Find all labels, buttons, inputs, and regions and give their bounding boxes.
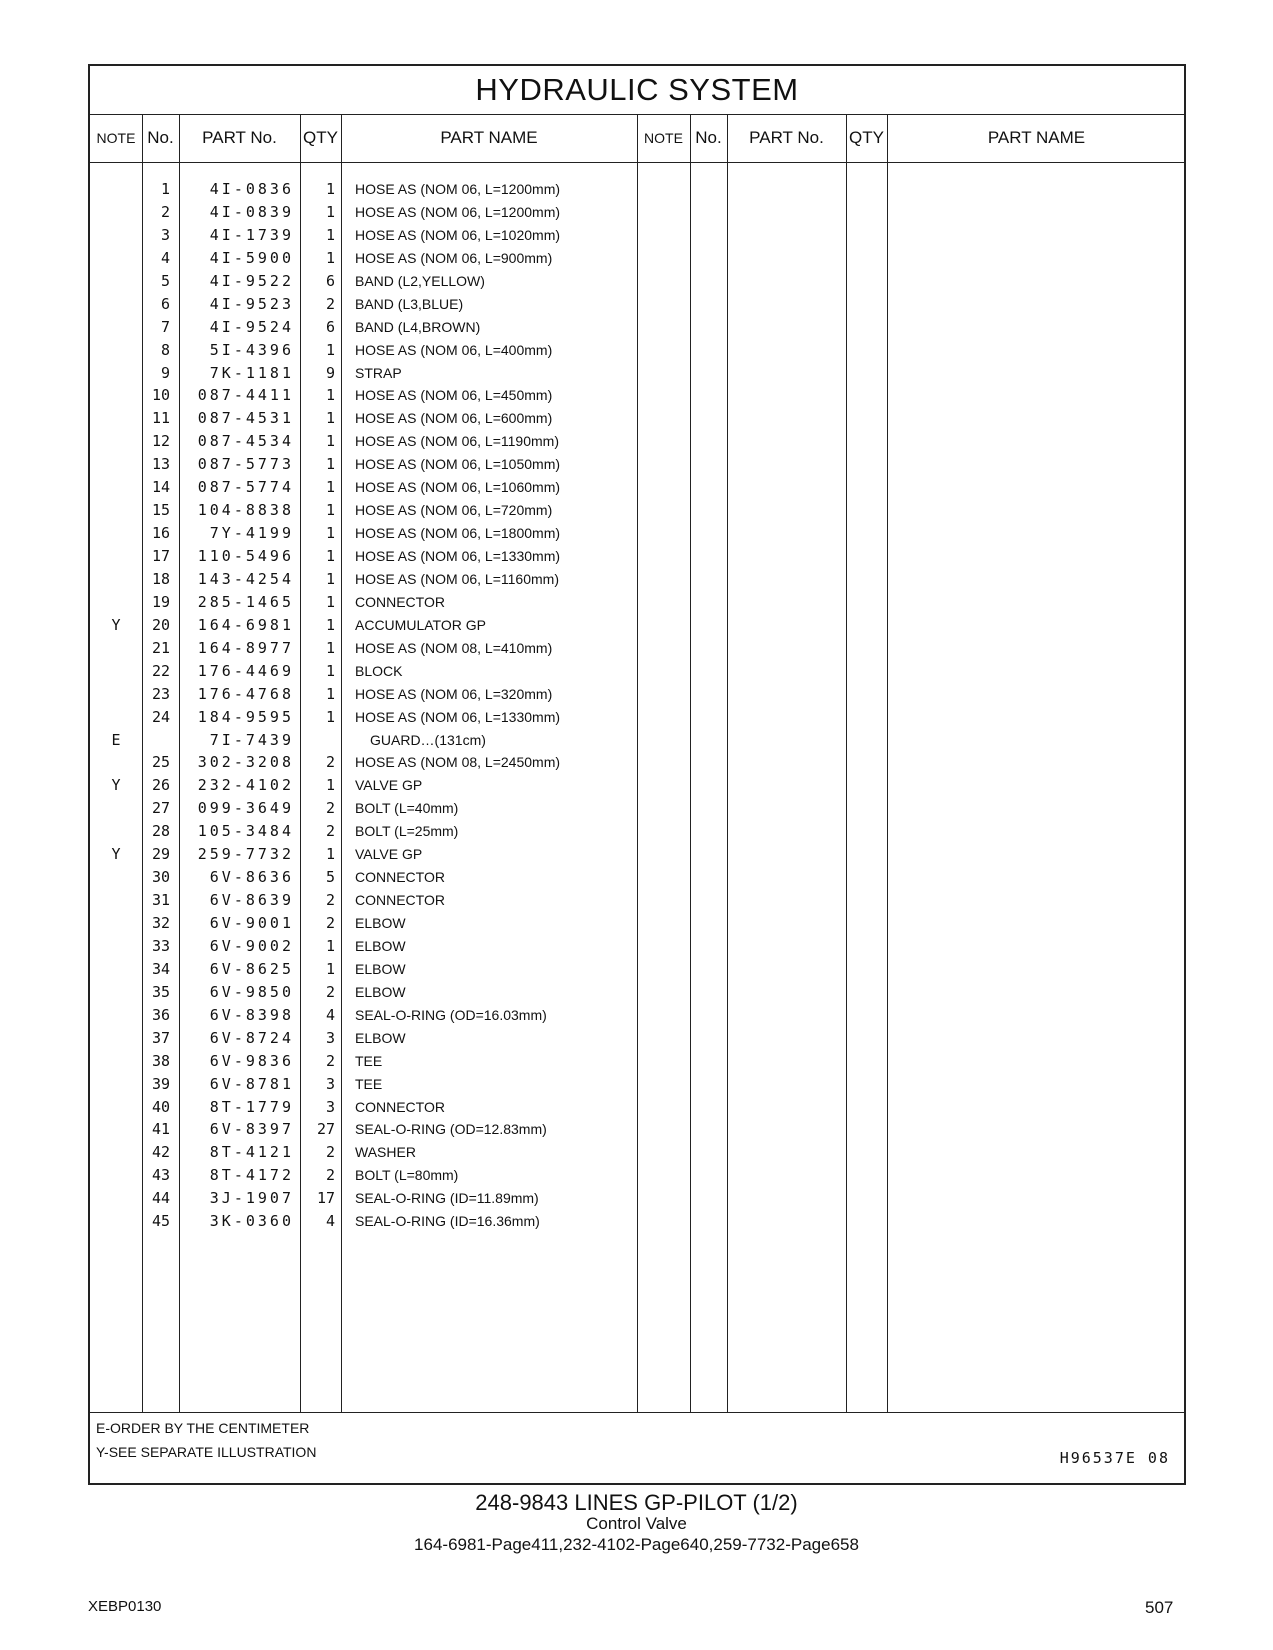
part-number-cell: 087-4534 [197, 432, 294, 451]
table-row [90, 889, 1184, 912]
table-row [90, 1073, 1184, 1096]
item-number-cell: 2 [160, 202, 170, 221]
table-row [90, 614, 1184, 637]
part-number-cell: 143-4254 [197, 569, 294, 588]
table-row [90, 591, 1184, 614]
item-number-cell: 38 [151, 1051, 170, 1070]
quantity-cell: 2 [325, 822, 335, 841]
item-number-cell: 41 [151, 1120, 170, 1139]
part-number-cell: 087-5774 [197, 478, 294, 497]
part-name-cell: ACCUMULATOR GP [355, 616, 486, 633]
item-number-cell: 44 [151, 1189, 170, 1208]
part-number-cell: 164-6981 [197, 615, 294, 634]
item-number-cell: 9 [160, 363, 170, 382]
item-number-cell: 20 [151, 615, 170, 634]
part-name-cell: HOSE AS (NOM 06, L=1200mm) [355, 203, 561, 220]
part-name-cell: BAND (L3,BLUE) [355, 295, 464, 312]
quantity-cell: 2 [325, 1051, 335, 1070]
item-number-cell: 19 [151, 592, 170, 611]
part-number-cell: 110-5496 [197, 547, 294, 565]
part-name-cell: VALVE GP [355, 846, 423, 863]
item-number-cell: 6 [160, 294, 170, 313]
item-number-cell: 8 [160, 340, 170, 359]
part-name-cell: HOSE AS (NOM 08, L=410mm) [355, 639, 553, 656]
part-name-cell: HOSE AS (NOM 06, L=1190mm) [355, 433, 559, 450]
quantity-cell: 1 [325, 776, 335, 795]
part-number-cell: 4I-9524 [209, 317, 294, 336]
quantity-cell: 2 [325, 914, 335, 932]
part-number-cell: 4I-0839 [209, 202, 294, 221]
quantity-cell: 4 [325, 1005, 335, 1024]
item-number-cell: 1 [160, 180, 170, 198]
part-number-cell: 4I-9523 [209, 294, 294, 313]
part-name-cell: HOSE AS (NOM 06, L=1800mm) [355, 525, 561, 542]
parts-table [88, 64, 1186, 1485]
part-name-cell: HOSE AS (NOM 06, L=1200mm) [355, 181, 561, 197]
quantity-cell: 1 [325, 615, 335, 634]
part-number-cell: 164-8977 [197, 638, 294, 657]
note-cell: E [111, 730, 121, 749]
quantity-cell: 1 [325, 684, 335, 703]
item-number-cell: 29 [151, 845, 170, 864]
part-number-cell: 104-8838 [197, 501, 294, 520]
part-number-cell: 087-4411 [197, 386, 294, 405]
quantity-cell: 2 [325, 1143, 335, 1162]
table-row [90, 1004, 1184, 1027]
item-number-cell: 13 [151, 455, 170, 474]
table-row [90, 568, 1184, 591]
table-row [90, 201, 1184, 224]
quantity-cell: 2 [325, 294, 335, 313]
quantity-cell: 27 [316, 1120, 335, 1139]
part-name-cell: ELBOW [355, 1029, 406, 1046]
item-number-cell: 32 [151, 914, 170, 932]
header-part-name-2: PART NAME [987, 128, 1086, 147]
table-bottom-divider [90, 1412, 1184, 1413]
table-row [90, 706, 1184, 729]
table-row [90, 1210, 1184, 1233]
header-part-name: PART NAME [440, 128, 538, 147]
table-row [90, 545, 1184, 568]
table-row [90, 843, 1184, 866]
table-row [90, 1027, 1184, 1050]
part-name-cell: HOSE AS (NOM 06, L=1020mm) [355, 226, 561, 243]
table-row [90, 660, 1184, 683]
part-name-cell: BLOCK [355, 662, 403, 679]
part-number-cell: 176-4768 [197, 684, 294, 703]
part-name-cell: BOLT (L=80mm) [355, 1167, 459, 1184]
quantity-cell: 1 [325, 386, 335, 405]
part-number-cell: 087-5773 [197, 455, 294, 474]
quantity-cell: 1 [325, 661, 335, 680]
quantity-cell: 1 [325, 409, 335, 428]
item-number-cell: 25 [151, 753, 170, 772]
table-row [90, 178, 1184, 201]
part-number-cell: 6V-9002 [209, 936, 294, 955]
part-name-cell: SEAL-O-RING (ID=11.89mm) [355, 1190, 539, 1207]
item-number-cell: 15 [151, 501, 170, 520]
quantity-cell: 2 [325, 891, 335, 910]
part-name-cell: HOSE AS (NOM 06, L=1330mm) [355, 548, 561, 564]
part-number-cell: 7Y-4199 [209, 524, 294, 543]
header-part-no-2: PART No. [749, 128, 824, 147]
item-number-cell: 3 [160, 225, 170, 244]
part-name-cell: WASHER [355, 1144, 416, 1161]
table-row [90, 797, 1184, 820]
legend-e: E-ORDER BY THE CENTIMETER [96, 1420, 310, 1436]
part-name-cell: HOSE AS (NOM 06, L=320mm) [355, 685, 553, 702]
part-number-cell: 6V-8636 [209, 868, 294, 887]
item-number-cell: 45 [151, 1212, 170, 1231]
header-note-2: NOTE [644, 130, 683, 146]
quantity-cell: 1 [325, 524, 335, 543]
item-number-cell: 27 [151, 799, 170, 818]
quantity-cell: 1 [325, 845, 335, 864]
quantity-cell: 1 [325, 707, 335, 726]
part-name-cell: HOSE AS (NOM 06, L=1060mm) [355, 479, 561, 496]
item-number-cell: 7 [160, 317, 170, 336]
part-number-cell: 7K-1181 [209, 363, 294, 382]
part-name-cell: HOSE AS (NOM 06, L=1050mm) [355, 456, 561, 473]
note-cell: Y [111, 776, 121, 795]
header-no-2: No. [695, 128, 722, 147]
table-row [90, 912, 1184, 935]
part-name-cell: VALVE GP [355, 777, 423, 794]
item-number-cell: 4 [160, 248, 170, 267]
table-row [90, 1096, 1184, 1119]
table-row [90, 1141, 1184, 1164]
item-number-cell: 40 [151, 1097, 170, 1116]
quantity-cell: 1 [325, 455, 335, 474]
item-number-cell: 17 [151, 547, 170, 565]
quantity-cell: 17 [316, 1189, 335, 1208]
table-row [90, 637, 1184, 660]
header-part-no: PART No. [202, 128, 277, 147]
table-row [90, 430, 1184, 453]
table-row [90, 316, 1184, 339]
part-name-cell: STRAP [355, 364, 402, 381]
part-number-cell: 6V-9836 [209, 1051, 294, 1070]
part-number-cell: 232-4102 [197, 776, 294, 795]
table-row [90, 224, 1184, 247]
quantity-cell: 5 [325, 868, 335, 887]
part-number-cell: 4I-9522 [209, 271, 294, 290]
caption-page-refs: 164-6981-Page411,232-4102-Page640,259-7732-Page658 [414, 1535, 859, 1554]
table-row [90, 453, 1184, 476]
part-number-cell: 3K-0360 [209, 1212, 294, 1231]
table-row [90, 476, 1184, 499]
header-note: NOTE [96, 130, 136, 146]
item-number-cell: 36 [151, 1005, 170, 1024]
item-number-cell: 21 [151, 638, 170, 657]
part-name-cell: HOSE AS (NOM 06, L=450mm) [355, 387, 553, 404]
table-row [90, 293, 1184, 316]
part-number-cell: 6V-8625 [209, 959, 294, 978]
item-number-cell: 18 [151, 569, 170, 588]
table-row [90, 522, 1184, 545]
quantity-cell: 1 [325, 959, 335, 978]
part-name-cell: HOSE AS (NOM 06, L=1330mm) [355, 708, 561, 725]
header-qty-2: QTY [849, 128, 884, 147]
part-number-cell: 8T-4172 [209, 1166, 294, 1185]
table-row [90, 247, 1184, 270]
table-row [90, 981, 1184, 1004]
quantity-cell: 1 [325, 432, 335, 451]
part-number-cell: 8T-1779 [209, 1097, 294, 1116]
table-row [90, 866, 1184, 889]
part-number-cell: 6V-9001 [209, 914, 294, 932]
part-number-cell: 176-4469 [197, 661, 294, 680]
item-number-cell: 24 [151, 707, 170, 726]
part-name-cell: ELBOW [355, 915, 406, 931]
illustration-code: H96537E 08 [1059, 1449, 1170, 1467]
quantity-cell: 1 [325, 638, 335, 657]
table-row [90, 751, 1184, 774]
table-row [90, 1164, 1184, 1187]
part-number-cell: 4I-1739 [209, 225, 294, 244]
item-number-cell: 5 [160, 271, 170, 290]
caption-subtitle: Control Valve [586, 1514, 687, 1533]
part-name-cell: ELBOW [355, 960, 406, 977]
quantity-cell: 2 [325, 799, 335, 818]
quantity-cell: 9 [325, 363, 335, 382]
part-number-cell: 3J-1907 [209, 1189, 294, 1208]
item-number-cell: 10 [151, 386, 170, 405]
quantity-cell: 2 [325, 1166, 335, 1185]
quantity-cell: 1 [325, 569, 335, 588]
table-row [90, 774, 1184, 797]
item-number-cell: 14 [151, 478, 170, 497]
part-number-cell: 6V-8724 [209, 1028, 294, 1047]
quantity-cell: 6 [325, 271, 335, 290]
part-name-cell: ELBOW [355, 937, 406, 954]
part-name-cell: ELBOW [355, 983, 406, 1000]
header-no: No. [147, 128, 174, 147]
table-row [90, 1050, 1184, 1073]
part-number-cell: 6V-8398 [209, 1005, 294, 1024]
quantity-cell: 3 [325, 1074, 335, 1093]
part-number-cell: 4I-0836 [209, 180, 294, 198]
part-number-cell: 6V-8781 [209, 1074, 294, 1093]
item-number-cell: 16 [151, 524, 170, 543]
item-number-cell: 26 [151, 776, 170, 795]
table-row [90, 362, 1184, 385]
table-row [90, 407, 1184, 430]
part-name-cell: BOLT (L=25mm) [355, 823, 459, 840]
part-name-cell: SEAL-O-RING (ID=16.36mm) [355, 1213, 540, 1230]
quantity-cell: 1 [325, 248, 335, 267]
table-row [90, 729, 1184, 752]
table-row [90, 270, 1184, 293]
quantity-cell: 4 [325, 1212, 335, 1231]
quantity-cell: 3 [325, 1028, 335, 1047]
quantity-cell: 1 [325, 180, 335, 198]
table-row [90, 384, 1184, 407]
quantity-cell: 3 [325, 1097, 335, 1116]
legend-y: Y-SEE SEPARATE ILLUSTRATION [96, 1444, 317, 1460]
part-name-cell: HOSE AS (NOM 06, L=1160mm) [355, 570, 559, 587]
item-number-cell: 30 [151, 868, 170, 887]
part-number-cell: 8T-4121 [209, 1143, 294, 1162]
item-number-cell: 23 [151, 684, 170, 703]
part-number-cell: 7I-7439 [209, 730, 294, 749]
item-number-cell: 12 [151, 432, 170, 451]
quantity-cell: 1 [325, 225, 335, 244]
item-number-cell: 11 [151, 409, 170, 428]
table-row [90, 935, 1184, 958]
item-number-cell: 34 [151, 959, 170, 978]
quantity-cell: 1 [325, 592, 335, 611]
quantity-cell: 2 [325, 753, 335, 772]
item-number-cell: 37 [151, 1028, 170, 1047]
quantity-cell: 1 [325, 340, 335, 359]
caption-title: 248-9843 LINES GP-PILOT (1/2) [475, 1490, 798, 1515]
page-number: 507 [1145, 1598, 1174, 1617]
table-row [90, 339, 1184, 362]
item-number-cell: 35 [151, 982, 170, 1001]
part-number-cell: 6V-9850 [209, 982, 294, 1001]
part-name-cell: BOLT (L=40mm) [355, 800, 459, 817]
section-title: HYDRAULIC SYSTEM [90, 66, 1184, 115]
part-name-cell: HOSE AS (NOM 06, L=400mm) [355, 341, 553, 358]
item-number-cell: 33 [151, 936, 170, 955]
note-cell: Y [111, 615, 121, 634]
part-number-cell: 6V-8397 [209, 1120, 294, 1139]
part-name-cell: HOSE AS (NOM 06, L=720mm) [355, 502, 553, 519]
part-name-cell: HOSE AS (NOM 06, L=900mm) [355, 249, 553, 266]
note-cell: Y [111, 845, 121, 864]
part-name-cell: GUARD…(131cm) [370, 731, 486, 748]
part-name-cell: CONNECTOR [355, 892, 445, 909]
table-row [90, 499, 1184, 522]
table-row [90, 1187, 1184, 1210]
table-row [90, 820, 1184, 843]
part-name-cell: BAND (L2,YELLOW) [355, 272, 485, 289]
item-number-cell: 42 [151, 1143, 170, 1162]
part-number-cell: 087-4531 [197, 409, 294, 428]
part-name-cell: HOSE AS (NOM 08, L=2450mm) [355, 754, 561, 771]
quantity-cell: 1 [325, 202, 335, 221]
part-name-cell: BAND (L4,BROWN) [355, 318, 481, 335]
part-number-cell: 184-9595 [197, 707, 294, 726]
table-row [90, 958, 1184, 981]
item-number-cell: 43 [151, 1166, 170, 1185]
quantity-cell: 1 [325, 547, 335, 565]
table-row [90, 1118, 1184, 1141]
document-id: XEBP0130 [88, 1598, 162, 1615]
header-divider [90, 162, 1184, 163]
part-name-cell: TEE [355, 1075, 383, 1092]
part-name-cell: HOSE AS (NOM 06, L=600mm) [355, 410, 553, 427]
quantity-cell: 6 [325, 317, 335, 336]
quantity-cell: 1 [325, 478, 335, 497]
part-number-cell: 6V-8639 [209, 891, 294, 910]
part-number-cell: 302-3208 [197, 753, 294, 772]
item-number-cell: 28 [151, 822, 170, 841]
part-number-cell: 099-3649 [197, 799, 294, 818]
part-number-cell: 4I-5900 [209, 248, 294, 267]
quantity-cell: 1 [325, 501, 335, 520]
part-name-cell: SEAL-O-RING (OD=16.03mm) [355, 1006, 547, 1023]
part-number-cell: 105-3484 [197, 822, 294, 841]
part-name-cell: CONNECTOR [355, 1098, 445, 1115]
quantity-cell: 1 [325, 936, 335, 955]
item-number-cell: 22 [151, 661, 170, 680]
quantity-cell: 2 [325, 982, 335, 1001]
part-name-cell: CONNECTOR [355, 593, 445, 610]
part-name-cell: CONNECTOR [355, 869, 445, 886]
part-name-cell: SEAL-O-RING (OD=12.83mm) [355, 1121, 547, 1138]
item-number-cell: 31 [151, 891, 170, 910]
header-qty: QTY [303, 128, 338, 147]
table-row [90, 683, 1184, 706]
part-number-cell: 5I-4396 [209, 340, 294, 359]
parts-list [90, 178, 1184, 1233]
part-number-cell: 259-7732 [197, 845, 294, 864]
part-number-cell: 285-1465 [197, 592, 294, 611]
part-name-cell: TEE [355, 1052, 383, 1069]
item-number-cell: 39 [151, 1074, 170, 1093]
